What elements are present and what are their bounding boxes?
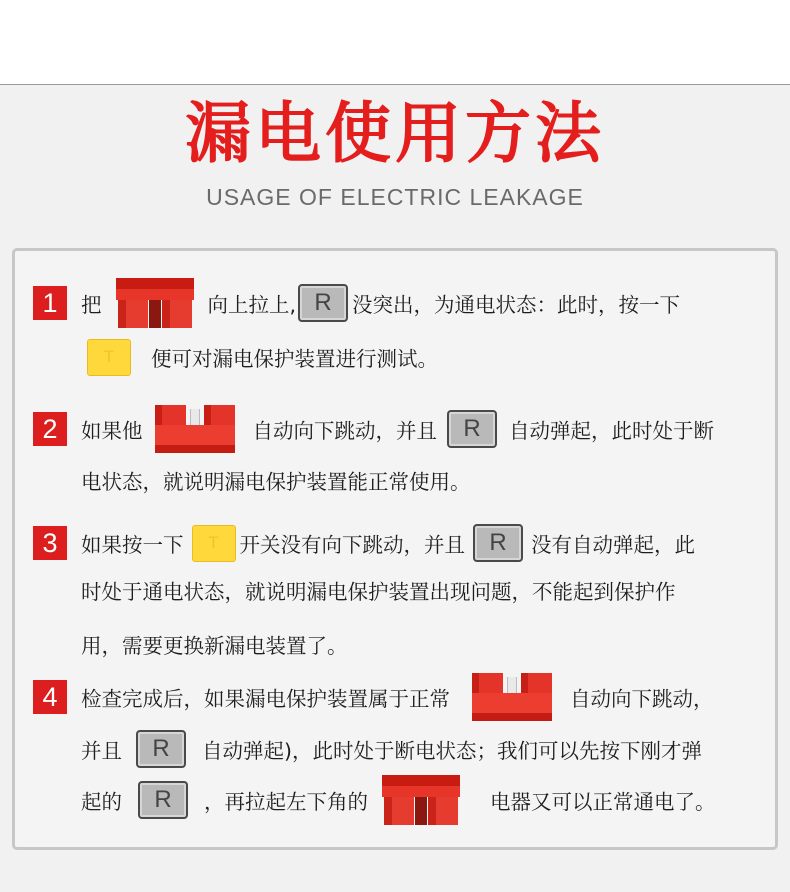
step-2-line-1: [33, 404, 714, 454]
step-3-line-2: [81, 565, 676, 615]
step-1-line-2: [87, 332, 438, 382]
step-1-line-1: [33, 278, 680, 328]
step-text: 如果他: [81, 419, 143, 443]
step-text: 电器又可以正常通电了。: [490, 790, 716, 814]
step-text: 电状态，就说明漏电保护装置能正常使用。: [81, 470, 471, 494]
step-text: 并且: [81, 739, 122, 763]
switch-up-icon: [116, 278, 194, 328]
page-title: 漏电使用方法: [185, 95, 605, 172]
step-3-line-1: [33, 518, 695, 568]
step-number-badge: 3: [33, 526, 67, 560]
reset-button-icon: R: [138, 781, 188, 819]
switch-down-icon: [472, 673, 552, 721]
step-4-line-2: [81, 724, 702, 774]
step-text: 时处于通电状态，就说明漏电保护装置出现问题，不能起到保护作: [81, 580, 676, 604]
step-4-line-1: [33, 672, 714, 722]
step-text: 用，需要更换新漏电装置了。: [81, 634, 348, 658]
reset-button-icon: R: [473, 524, 523, 562]
step-text: 如果按一下: [81, 533, 184, 557]
step-text: 没有自动弹起，此: [531, 533, 695, 557]
reset-button-icon: R: [447, 410, 497, 448]
reset-button-icon: R: [136, 730, 186, 768]
step-text: ，再拉起左下角的: [204, 790, 368, 814]
step-2-line-2: [81, 455, 471, 505]
step-text: 起的: [81, 790, 122, 814]
step-text: 自动弹起)，此时处于断电状态；我们可以先按下刚才弹: [202, 739, 702, 763]
step-text: 自动向下跳动，并且: [252, 419, 437, 443]
test-button-icon: T: [192, 525, 236, 562]
step-text: 便可对漏电保护装置进行测试。: [151, 347, 438, 371]
step-text: 向上拉上,: [207, 293, 297, 317]
step-text: 自动弹起，此时处于断: [509, 419, 714, 443]
test-button-icon: T: [87, 339, 131, 376]
step-text: 开关没有向下跳动，并且: [239, 533, 465, 557]
step-text: 没突出，为通电状态：此时，按一下: [352, 293, 681, 317]
step-number-badge: 4: [33, 680, 67, 714]
page-subtitle: USAGE OF ELECTRIC LEAKAGE: [206, 184, 584, 210]
step-text: 自动向下跳动，: [570, 687, 714, 711]
switch-down-icon: [155, 405, 235, 453]
step-text: 把: [81, 293, 102, 317]
step-text: 检查完成后，如果漏电保护装置属于正常: [81, 687, 450, 711]
step-4-line-3: [81, 775, 716, 825]
step-number-badge: 2: [33, 412, 67, 446]
top-band: [0, 0, 790, 85]
switch-up-icon: [382, 775, 460, 825]
instructions-card: [12, 248, 778, 850]
step-number-badge: 1: [33, 286, 67, 320]
reset-button-icon: R: [298, 284, 348, 322]
step-3-line-3: [81, 619, 348, 669]
